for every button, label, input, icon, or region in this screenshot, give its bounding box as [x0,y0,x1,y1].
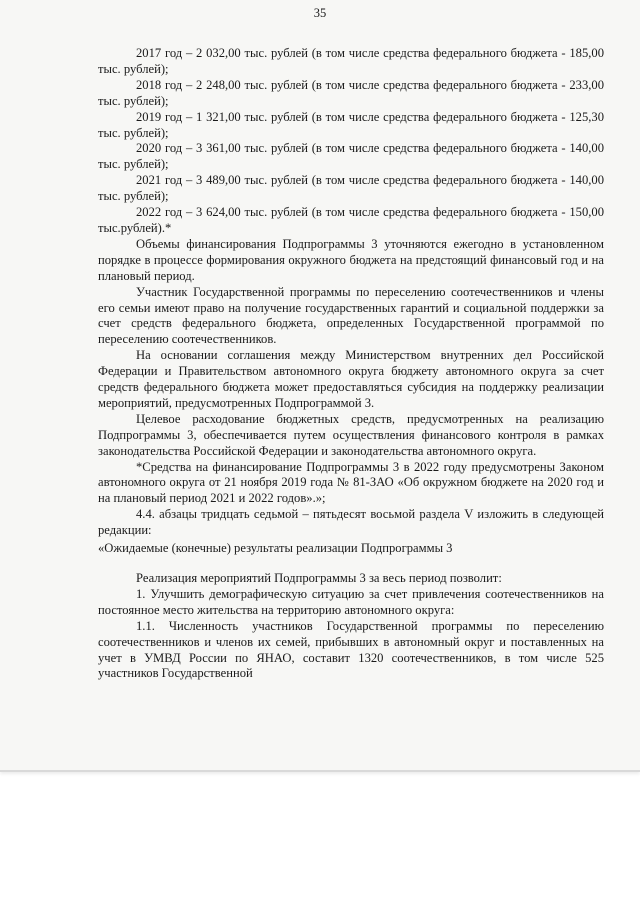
section-heading: «Ожидаемые (конечные) результаты реализации Подпрограммы 3 [98,541,453,556]
funding-2021: 2021 год – 3 489,00 тыс. рублей (в том числе средства федерального бюджета - 140,00 тыс. рублей); [98,173,604,204]
paragraph-agreement: На основании соглашения между Министерством внутренних дел Российской Федерации и Правительством автономного округа бюджету автономного округа за счет средств федерального бюджета может предоставляться субсидия на поддержку реализации мероприятий, предусмотренных Подпрограммой 3. [98,348,604,410]
funding-2017: 2017 год – 2 032,00 тыс. рублей (в том числе средства федерального бюджета - 185,00 тыс. рублей); [98,46,604,76]
funding-2022: 2022 год – 3 624,00 тыс. рублей (в том числе средства федерального бюджета - 150,00 тыс.рублей).* [98,205,604,235]
paragraph-amendment: 4.4. абзацы тридцать седьмой – пятьдесят восьмой раздела V изложить в следующей редакции: [98,507,604,538]
page-number: 35 [313,6,327,20]
paragraph-target-spending: Целевое расходование бюджетных средств, предусмотренных на реализацию Подпрограммы 3, обеспечивается путем осуществления финансового контроля в рамках законодательства Российской Федерации и законодательства автономного округа. [98,411,604,458]
funding-2019: 2019 год – 1 321,00 тыс. рублей (в том числе средства федерального бюджета - 125,30 тыс. рублей); [98,109,604,140]
paragraph-item-1: 1. Улучшить демографическую ситуацию за счет привлечения соотечественников на постоянное место жительства на территорию автономного округа: [98,586,604,617]
paragraph-footnote: *Средства на финансирование Подпрограммы 3 в 2022 году предусмотрены Законом автономного округа от 21 ноября 2019 года № 81-ЗАО «Об окружном бюджете на 2020 год и на плановый период 2021 и 2022 годов».»; [98,459,604,506]
paragraph-funding-volumes: Объемы финансирования Подпрограммы 3 уточняются ежегодно в установленном порядке в процессе формирования окружного бюджета на предстоящий финансовый год и на плановый период. [98,236,604,283]
funding-2020: 2020 год – 3 361,00 тыс. рублей (в том числе средства федерального бюджета - 140,00 тыс. рублей); [98,141,604,172]
paragraph-implementation: Реализация мероприятий Подпрограммы 3 за весь период позволит: [136,571,502,585]
paragraph-item-1-1: 1.1. Численность участников Государственной программы по переселению соотечественников и членов их семей, прибывших в автономный округ и поставленных на учет в УМВД России по ЯНАО, составит 1320 соотечественников, в том числе 525 участников Государственной [98,618,604,681]
paragraph-participant-rights: Участник Государственной программы по переселению соотечественников и члены его семьи имеют право на получение государственных гарантий и социальной поддержки за счет средств федерального бюджета, определенных Государственной программой по переселению соотечественников. [98,284,604,347]
funding-2018: 2018 год – 2 248,00 тыс. рублей (в том числе средства федерального бюджета - 233,00 тыс. рублей); [98,77,604,108]
document-body [98,46,604,682]
